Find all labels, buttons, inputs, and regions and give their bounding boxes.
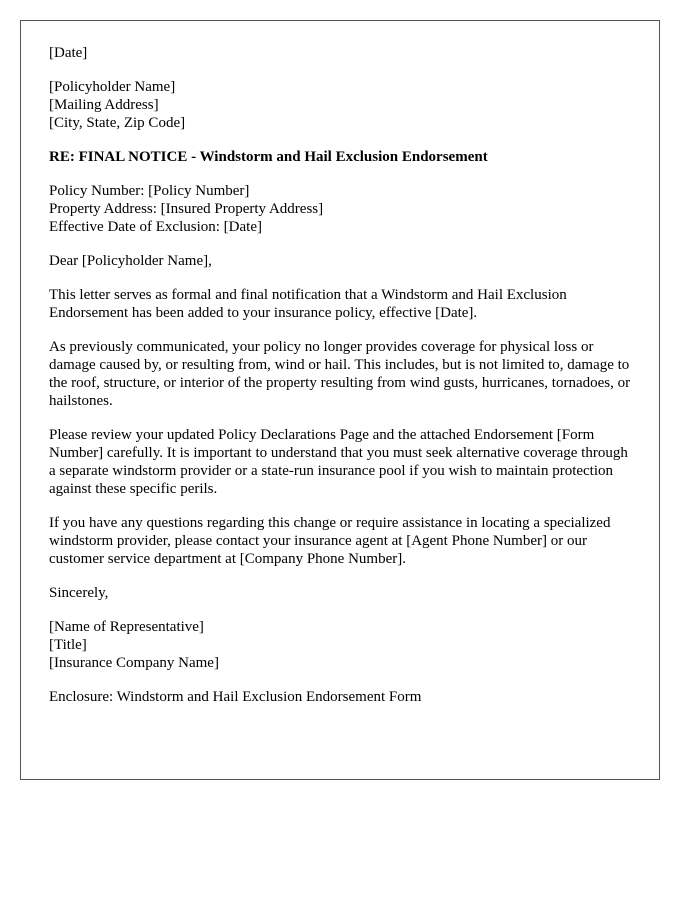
property-address: Property Address: [Insured Property Address] [49,201,324,217]
recipient-name: [Policyholder Name] [49,79,176,95]
body-paragraph-contact: If you have any questions regarding this change or require assistance in locating a specialized windstorm provider, please contact your insurance agent at [Agent Phone Number] or our customer service department at [Company Phone Number]. [49,515,611,567]
signature-name: [Name of Representative] [49,619,204,635]
salutation: Dear [Policyholder Name], [49,253,212,269]
letter-subject: RE: FINAL NOTICE - Windstorm and Hail Exclusion Endorsement [49,149,488,165]
closing: Sincerely, [49,585,109,601]
body-paragraph-notification: This letter serves as formal and final notification that a Windstorm and Hail Exclusion Endorsement has been added to your insurance policy, effective [Date]. [49,287,567,321]
enclosure-note: Enclosure: Windstorm and Hail Exclusion Endorsement Form [49,689,422,705]
recipient-address: [Mailing Address] [49,97,159,113]
policy-number: Policy Number: [Policy Number] [49,183,250,199]
recipient-block [49,78,631,132]
signature-title: [Title] [49,637,87,653]
recipient-city-state-zip: [City, State, Zip Code] [49,115,186,131]
body-paragraph-coverage: As previously communicated, your policy no longer provides coverage for physical loss or damage caused by, or resulting from, wind or hail. This includes, but is not limited to, damage to the roof, structure, or interior of the property resulting from wind gusts, hurricanes, tornadoes, or hailstones. [49,339,631,409]
policy-details-block [49,182,631,236]
body-paragraph-review: Please review your updated Policy Declarations Page and the attached Endorsement [Form Number] carefully. It is important to understand that you must seek alternative coverage through a separate windstorm provider or a state-run insurance pool if you wish to maintain protection against these specific perils. [49,427,628,497]
signature-company: [Insurance Company Name] [49,655,219,671]
letter-date: [Date] [49,45,88,61]
effective-date: Effective Date of Exclusion: [Date] [49,219,262,235]
letter-page [20,20,660,780]
signature-block [49,618,631,672]
